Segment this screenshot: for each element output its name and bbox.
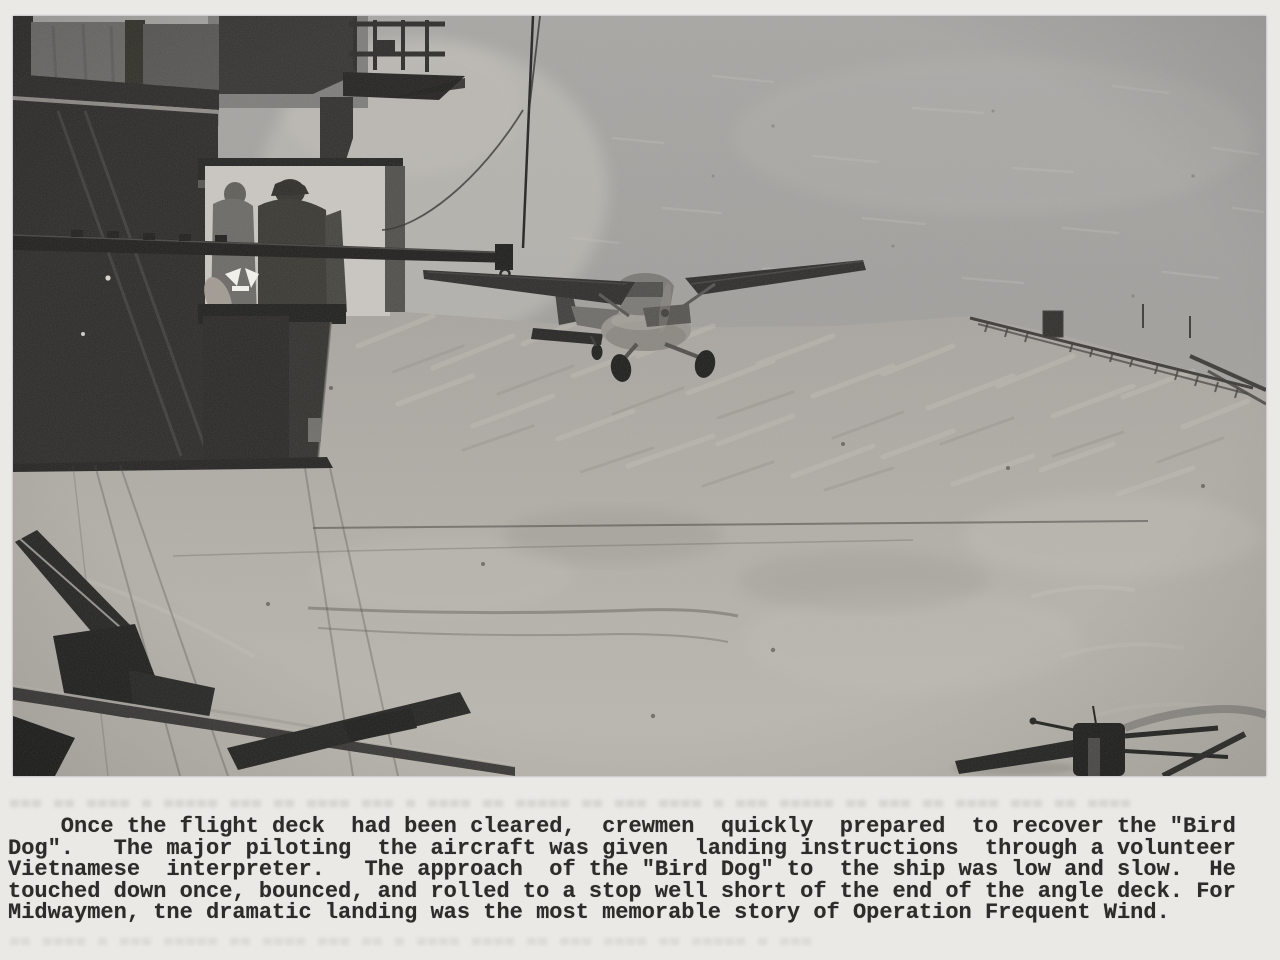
caption-line: Vietnamese interpreter. The approach of the "Bird Dog" to the ship was low and slow. He — [8, 857, 1236, 883]
film-grain — [13, 16, 1266, 776]
carrier-landing-photo — [13, 16, 1266, 776]
caption-line: touched down once, bounced, and rolled to a stop well short of the end of the angle deck. For — [8, 878, 1236, 904]
bleed-through-text-bottom: ▄▄ ▄▄▄▄ ▄ ▄▄▄ ▄▄▄▄▄ ▄▄ ▄▄▄▄ ▄▄▄ ▄▄ ▄ ▄▄▄▄ ▄▄▄▄ ▄▄ ▄▄▄ ▄▄▄▄ ▄▄ ▄▄▄▄▄ ▄ ▄▄▄ — [10, 931, 814, 946]
caption-line: Dog". The major piloting the aircraft was given landing instructions through a volunteer — [8, 835, 1236, 861]
photo-scene — [13, 16, 1266, 776]
caption-line: Once the flight deck had been cleared, crewmen quickly prepared to recover the "Bird — [8, 814, 1236, 839]
photo-caption — [8, 816, 1272, 924]
bleed-through-text-top: ▄▄▄ ▄▄ ▄▄▄▄ ▄ ▄▄▄▄▄ ▄▄▄ ▄▄ ▄▄▄▄ ▄▄▄ ▄ ▄▄▄▄ ▄▄ ▄▄▄▄▄ ▄▄ ▄▄▄ ▄▄▄▄ ▄ ▄▄▄ ▄▄▄▄▄ ▄▄ ▄▄▄ ▄▄ ▄▄▄▄ ▄▄▄ ▄▄ ▄▄▄▄ — [10, 793, 1133, 808]
caption-line: Midwaymen, tne dramatic landing was the most memorable story of Operation Frequent Wind. — [8, 900, 1170, 926]
